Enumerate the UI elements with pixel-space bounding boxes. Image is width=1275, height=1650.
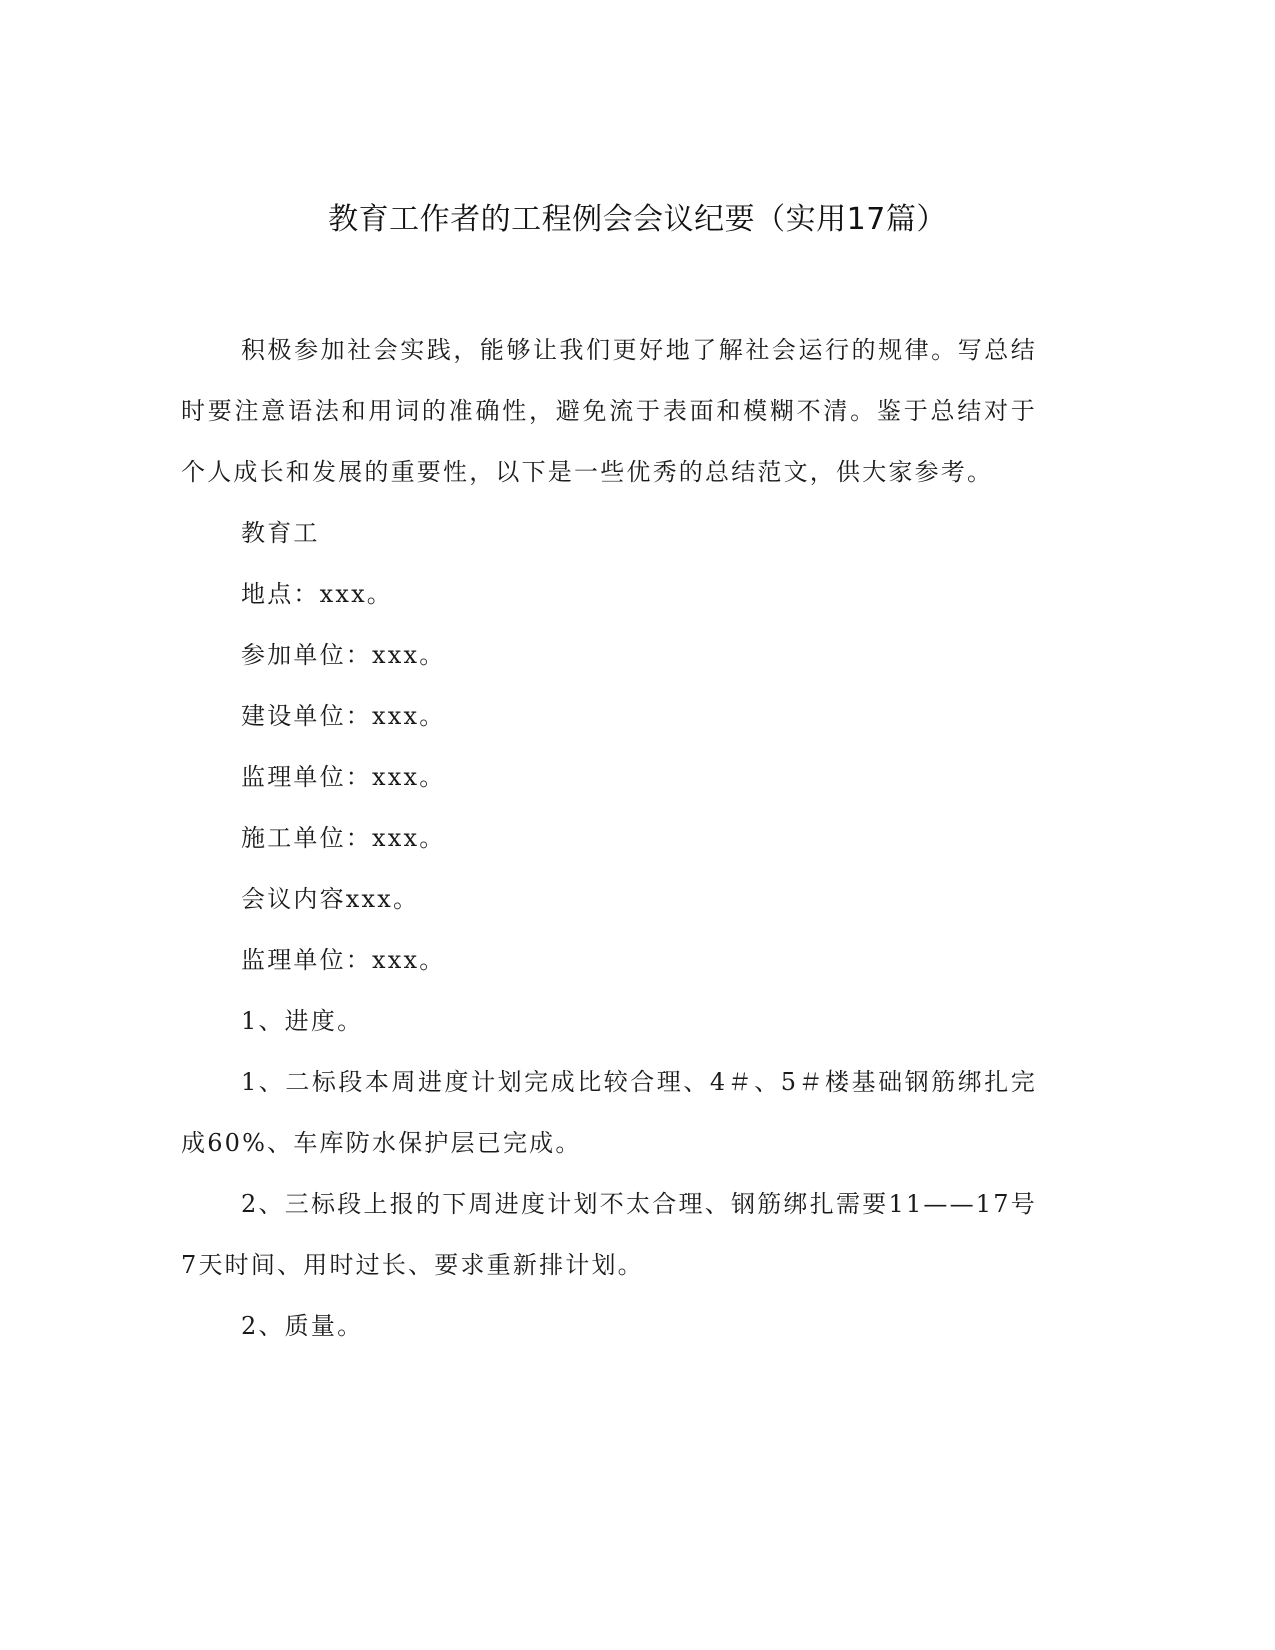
participating-units: 参加单位：xxx。 — [241, 641, 446, 669]
document-title: 教育工作者的工程例会会议纪要（实用17篇） — [328, 202, 947, 237]
contractor-unit: 施工单位：xxx。 — [241, 824, 446, 852]
quality-heading: 2、质量。 — [241, 1312, 364, 1340]
supervision-unit: 监理单位：xxx。 — [241, 763, 446, 791]
intro-paragraph: 积极参加社会实践，能够让我们更好地了解社会运行的规律。写总结时要注意语法和用词的准确性，避免流于表面和模糊不清。鉴于总结对于个人成长和发展的重要性，以下是一些优秀的总结范文，供大家参考。 — [181, 336, 1037, 486]
progress-item-1: 1、二标段本周进度计划完成比较合理、4＃、5＃楼基础钢筋绑扎完成60%、车库防水保护层已完成。 — [181, 1068, 1037, 1157]
progress-item-2: 2、三标段上报的下周进度计划不太合理、钢筋绑扎需要11——17号7天时间、用时过长、要求重新排计划。 — [181, 1190, 1037, 1279]
supervision-unit-repeat: 监理单位：xxx。 — [241, 946, 446, 974]
progress-heading: 1、进度。 — [241, 1007, 364, 1035]
construction-unit: 建设单位：xxx。 — [241, 702, 446, 730]
meeting-location: 地点：xxx。 — [241, 580, 394, 608]
document-body — [181, 320, 1037, 1357]
section-heading: 教育工 — [241, 519, 320, 547]
meeting-content: 会议内容xxx。 — [241, 885, 420, 913]
